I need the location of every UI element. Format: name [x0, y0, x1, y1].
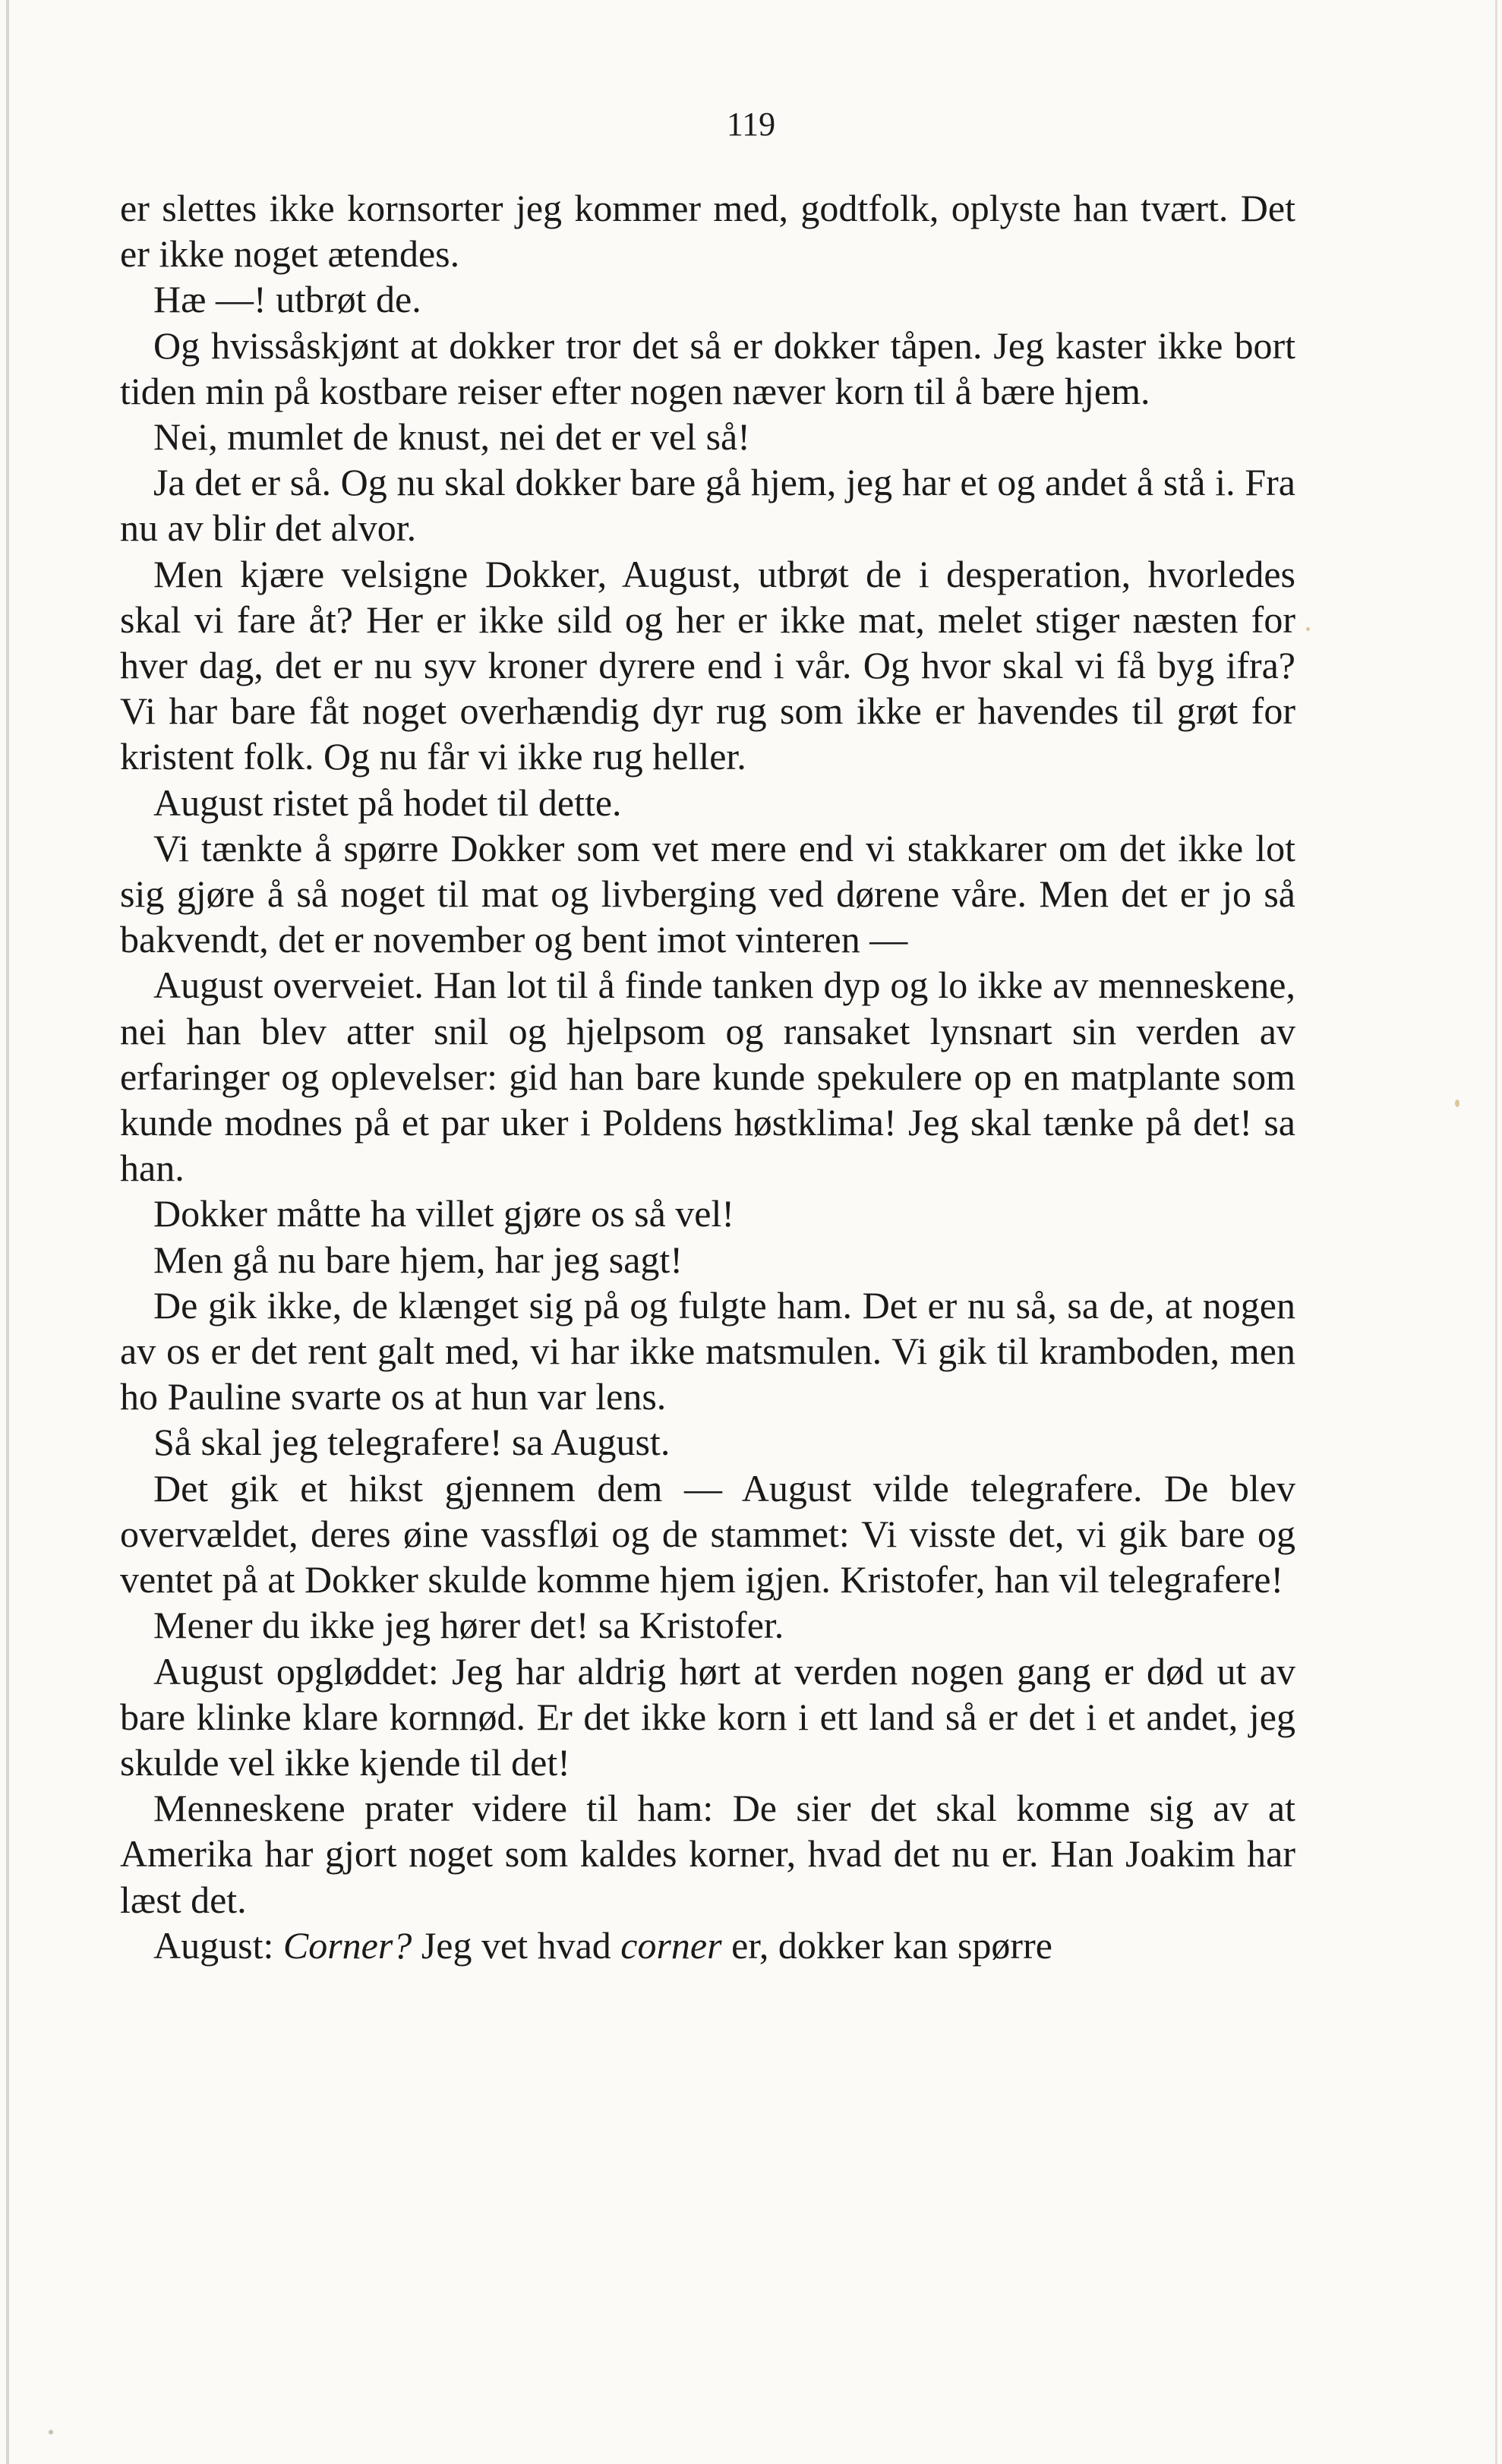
- text-run: er, dokker kan spørre: [721, 1923, 1052, 1967]
- page-number: 119: [726, 106, 776, 143]
- paragraph: August ristet på hodet til dette.: [153, 781, 622, 824]
- paragraph: Hæ —! utbrøt de.: [153, 278, 421, 321]
- body-text: [120, 185, 1295, 1968]
- paragraph: Men gå nu bare hjem, har jeg sagt!: [153, 1238, 683, 1281]
- paragraph: Menneskene prater videre til ham: De sier det skal komme sig av at Amerika har gjort noget som kaldes korner, hvad det nu er. Han Joakim har læst det.: [120, 1787, 1295, 1921]
- italic-run: corner: [620, 1923, 722, 1967]
- page-edge-left: [6, 0, 9, 2464]
- paragraph: De gik ikke, de klænget sig på og fulgte ham. Det er nu så, sa de, at nogen av os er det rent galt med, vi har ikke matsmulen. Vi gik til kramboden, men ho Pauline svarte os at hun var lens.: [120, 1283, 1295, 1418]
- paragraph: Det gik et hikst gjennem dem — August vilde telegrafere. De blev overvældet, deres øine vassfløi og de stammet: Vi visste det, vi gik bare og ventet på at Dokker skulde komme hjem igjen. Kristofer, han vil telegrafere!: [120, 1466, 1295, 1601]
- paper-speck: [1306, 627, 1310, 631]
- paragraph: er slettes ikke kornsorter jeg kommer med, godtfolk, oplyste han tvært. Det er ikke noget ætendes.: [120, 187, 1295, 276]
- paragraph-last: [120, 1923, 1295, 1968]
- paragraph: Så skal jeg telegrafere! sa August.: [153, 1421, 671, 1464]
- paper-speck: [1455, 1099, 1459, 1107]
- text-run: August:: [153, 1923, 283, 1967]
- paragraph: Nei, mumlet de knust, nei det er vel så!: [153, 415, 750, 459]
- italic-run: Corner?: [282, 1923, 412, 1967]
- paragraph: Ja det er så. Og nu skal dokker bare gå hjem, jeg har et og andet å stå i. Fra nu av blir det alvor.: [120, 461, 1295, 550]
- page-edge-right: [1495, 0, 1497, 2464]
- paragraph: August overveiet. Han lot til å finde tanken dyp og lo ikke av menneskene, nei han blev atter snil og hjelpsom og ransaket lynsnart sin verden av erfaringer og oplevelser: gid han bare kunde spekulere op en matplante som kunde modnes på et par uker i Poldens høstklima! Jeg skal tænke på det! sa han.: [120, 964, 1295, 1190]
- paragraph: August opgløddet: Jeg har aldrig hørt at verden nogen gang er død ut av bare klinke klare kornnød. Er det ikke korn i ett land så er det i et andet, jeg skulde vel ikke kjende til det!: [120, 1649, 1295, 1784]
- paper-speck: [49, 2430, 53, 2434]
- paragraph: Men kjære velsigne Dokker, August, utbrøt de i desperation, hvorledes skal vi fare åt? Her er ikke sild og her er ikke mat, melet stiger næsten for hver dag, det er nu syv kroner dyrere end i vår. Og hvor skal vi få byg ifra? Vi har bare fåt noget overhændig dyr rug som ikke er havendes til grøt for kristent folk. Og nu får vi ikke rug heller.: [120, 552, 1295, 778]
- paragraph: Vi tænkte å spørre Dokker som vet mere end vi stakkarer om det ikke lot sig gjøre å så noget til mat og livberging ved dørene våre. Men det er jo så bakvendt, det er november og bent imot vinteren —: [120, 826, 1295, 961]
- paragraph: Og hvissåskjønt at dokker tror det så er dokker tåpen. Jeg kaster ikke bort tiden min på kostbare reiser efter nogen næver korn til å bære hjem.: [120, 323, 1295, 412]
- paragraph: Mener du ikke jeg hører det! sa Kristofer.: [153, 1604, 784, 1647]
- paragraph: Dokker måtte ha villet gjøre os så vel!: [153, 1192, 735, 1235]
- text-run: Jeg vet hvad: [412, 1923, 621, 1967]
